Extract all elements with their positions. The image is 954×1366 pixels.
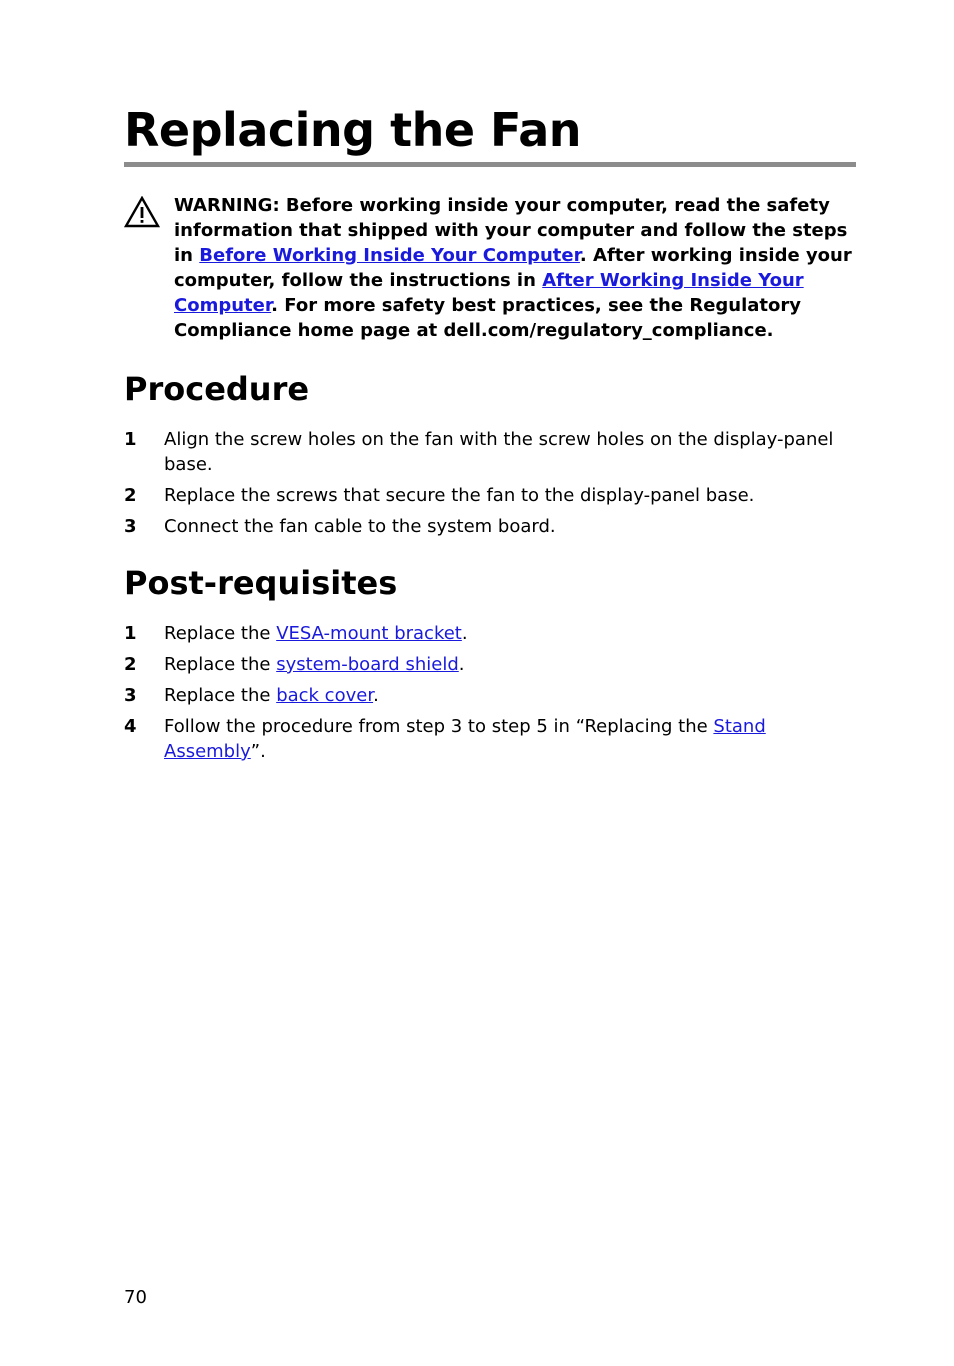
step-text-before: Replace the xyxy=(164,654,277,675)
procedure-step xyxy=(124,514,856,539)
warning-text-2: . After working inside your computer, follow the instructions in xyxy=(174,245,852,291)
step-text: Replace the screws that secure the fan to the display-panel base. xyxy=(164,485,755,506)
stand-assembly-link[interactable]: Stand Assembly xyxy=(164,716,766,762)
step-number: 1 xyxy=(124,429,137,450)
before-working-link[interactable]: Before Working Inside Your Computer xyxy=(199,245,580,266)
step-text-after: . xyxy=(373,685,379,706)
step-number: 2 xyxy=(124,485,137,506)
step-number: 3 xyxy=(124,516,137,537)
procedure-step xyxy=(124,427,856,477)
step-text: Connect the fan cable to the system board. xyxy=(164,516,556,537)
post-requisites-heading: Post-requisites xyxy=(124,564,398,602)
procedure-heading: Procedure xyxy=(124,370,310,408)
step-text: Align the screw holes on the fan with the screw holes on the display-panel base. xyxy=(164,429,834,475)
post-requisite-step xyxy=(124,621,856,646)
post-requisite-step xyxy=(124,714,856,764)
step-text-before: Replace the xyxy=(164,685,277,706)
after-working-link[interactable]: After Working Inside Your Computer xyxy=(174,270,804,316)
warning-notice xyxy=(124,193,856,343)
step-text-after: . xyxy=(458,654,465,675)
post-requisite-step xyxy=(124,683,856,708)
procedure-steps xyxy=(124,427,856,539)
step-text-after: ”. xyxy=(250,741,266,762)
step-number: 2 xyxy=(124,654,137,675)
page-title: Replacing the Fan xyxy=(124,103,582,157)
procedure-step xyxy=(124,483,856,508)
system-board-shield-link[interactable]: system-board shield xyxy=(276,654,459,675)
title-divider xyxy=(124,162,856,167)
step-number: 1 xyxy=(124,623,137,644)
step-text-after: . xyxy=(461,623,468,644)
step-number: 4 xyxy=(124,716,137,737)
step-text-before: Replace the xyxy=(164,623,277,644)
post-requisite-step xyxy=(124,652,856,677)
warning-text-3: . For more safety best practices, see the Regulatory Compliance home page at dell.com/regulatory_compliance. xyxy=(174,295,801,341)
document-page xyxy=(124,100,856,770)
warning-text-1: WARNING: Before working inside your computer, read the safety information that shipped with your computer and follow the steps in xyxy=(174,195,848,266)
step-text-before: Follow the procedure from step 3 to step 5 in “Replacing the xyxy=(164,716,714,737)
page-number: 70 xyxy=(124,1287,147,1308)
step-number: 3 xyxy=(124,685,137,706)
vesa-mount-bracket-link[interactable]: VESA-mount bracket xyxy=(276,623,462,644)
back-cover-link[interactable]: back cover xyxy=(276,685,374,706)
post-requisites-steps xyxy=(124,621,856,764)
warning-triangle-icon xyxy=(124,196,160,228)
